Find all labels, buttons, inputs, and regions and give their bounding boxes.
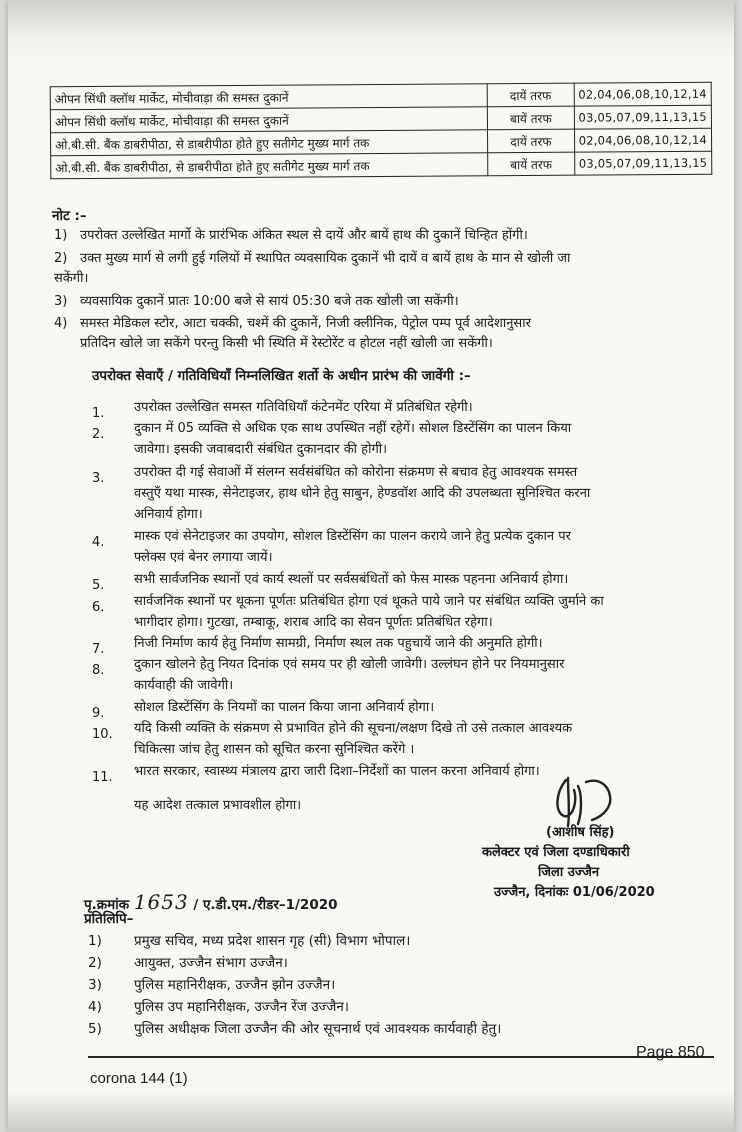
- note-text: सकेंगी।: [54, 271, 89, 286]
- condition-text: अनिवार्य होगा।: [134, 507, 203, 522]
- handwritten-reference-number: 1653: [133, 890, 189, 914]
- condition-text: दुकान खोलने हेतु नियत दिनांक एवं समय पर ही खोली जावेगी। उल्लंघन होने पर नियमानुसार: [134, 657, 565, 672]
- condition-number: 10.: [92, 727, 113, 742]
- side-cell: बायें तरफ: [488, 106, 575, 130]
- scan-shadow-top: [8, 0, 734, 60]
- note-number: 2): [54, 251, 68, 266]
- note-text: उक्त मुख्य मार्ग से लगी हुई गलियों में स्थापित व्यवसायिक दुकानें भी दायें व बायें हाथ के मान से खोली जा: [80, 251, 571, 266]
- dates-cell: 02,04,06,08,10,12,14: [574, 128, 712, 152]
- note-text: प्रतिदिन खोले जा सकेंगे परन्तु किसी भी स्थिति में रेस्टोरेंट व होटल नहीं खोली जा सकेंगी।: [80, 336, 493, 351]
- signatory-district: जिला उज्जैन: [538, 865, 600, 880]
- side-cell: दायें तरफ: [488, 129, 575, 153]
- footer-filename: corona 144 (1): [90, 1070, 188, 1087]
- condition-number: 1.: [92, 406, 105, 421]
- condition-text: उपरोक्त दी गई सेवाओं में संलग्न सर्वसंबंधित को कोरोना संक्रमण से बचाव हेतु आवश्यक समस्त: [134, 465, 578, 480]
- condition-text: उपरोक्त उल्लेखित समस्त गतिविधियाँ कंटेनमेंट एरिया में प्रतिबंधित रहेगी।: [134, 400, 473, 415]
- reference-prefix: पृ.क्रमांक: [84, 897, 130, 913]
- condition-text: चिकित्सा जांच हेतु शासन को सूचित करना सुनिश्चित करेंगे ।: [134, 742, 415, 757]
- copy-number: 5): [88, 1021, 102, 1037]
- side-cell: दायें तरफ: [487, 83, 574, 107]
- condition-text: सभी सार्वजनिक स्थानों एवं कार्य स्थलों पर सर्वसबंधितों को फेस मास्क पहनना अनिवार्य होगा।: [134, 572, 569, 587]
- condition-text: सार्वजनिक स्थानों पर थूकना पूर्णतः प्रतिबंधित होगा एवं थूकते पाये जाने पर संबंधित व्यक्ति जुर्माने का: [134, 594, 604, 609]
- place-date: उज्जैन, दिनांकः 01/06/2020: [494, 885, 655, 900]
- note-number: 4): [54, 316, 68, 331]
- dates-cell: 03,05,07,09,11,13,15: [574, 105, 712, 129]
- route-cell: ओपन सिंधी क्लॉथ मार्केट, मोचीवाड़ा की समस्त दुकानें: [50, 107, 487, 133]
- page-number: Page 850: [636, 1044, 705, 1061]
- side-cell: बायें तरफ: [488, 152, 575, 176]
- condition-number: 8.: [92, 663, 105, 678]
- copy-text: आयुक्त, उज्जैन संभाग उज्जैन।: [134, 955, 288, 971]
- condition-text: फ्लेक्स एवं बेनर लगाया जायें।: [134, 550, 273, 565]
- copy-number: 4): [88, 999, 102, 1015]
- condition-number: 2.: [92, 427, 105, 442]
- copy-number: 2): [88, 955, 102, 971]
- note-text: समस्त मेडिकल स्टोर, आटा चक्की, चश्में की दुकानें, निजी क्लीनिक, पेट्रोल पम्प पूर्व आदेशानुसार: [80, 316, 531, 331]
- condition-number: 6.: [92, 600, 105, 615]
- footer-divider: [88, 1056, 714, 1058]
- condition-number: 4.: [92, 535, 105, 550]
- note-text: उपरोक्त उल्लेखित मार्गो के प्रारंभिक अंकित स्थल से दायें और बायें हाथ की दुकानें चिन्हित होंगी।: [80, 228, 528, 243]
- condition-number: 9.: [92, 706, 105, 721]
- copy-text: पुलिस उप महानिरीक्षक, उज्जैन रेंज उज्जैन।: [134, 999, 349, 1015]
- condition-text: दुकान में 05 व्यक्ति से अधिक एक साथ उपस्थित नहीं रहेगें। सोशल डिस्टेंसिंग का पालन किया: [134, 421, 572, 436]
- route-cell: ओ.बी.सी. बैंक डाबरीपीठा, से डाबरीपीठा होते हुए सतीगेट मुख्य मार्ग तक: [51, 130, 488, 156]
- note-heading: नोट :–: [52, 208, 87, 224]
- route-schedule-table: [50, 82, 713, 180]
- condition-text: यदि किसी व्यक्ति के संक्रमण से प्रभावित होने की सूचना/लक्षण दिखे तो उसे तत्काल आवश्यक: [134, 721, 573, 736]
- copy-text: पुलिस अधीक्षक जिला उज्जैन की ओर सूचनार्थ एवं आवश्यक कार्यवाही हेतु।: [134, 1021, 502, 1037]
- copy-text: प्रमुख सचिव, मध्य प्रदेश शासन गृह (सी) विभाग भोपाल।: [134, 933, 411, 949]
- reference-suffix: / ए.डी.एम./रीडर–1/2020: [193, 897, 338, 913]
- condition-text: वस्तुएँ यथा मास्क, सेनेटाइजर, हाथ धोने हेतु साबुन, हेण्डवॉश आदि की उपलब्धता सुनिश्चित करना: [134, 486, 591, 501]
- condition-text: भागीदार होगा। गुटखा, तम्बाकू, शराब आदि का सेवन पूर्णतः प्रतिबंधित रहेगा।: [134, 615, 493, 630]
- copies-heading: प्रतिलिपि–: [84, 911, 134, 927]
- note-number: 1): [54, 228, 68, 243]
- condition-number: 7.: [92, 642, 105, 657]
- condition-text: मास्क एवं सेनेटाइजर का उपयोग, सोशल डिस्टेंसिंग का पालन कराये जाने हेतु प्रत्येक दुकान पर: [134, 529, 571, 544]
- route-cell: ओपन सिंधी क्लॉथ मार्केट, मोचीवाड़ा की समस्त दुकानें: [50, 84, 487, 110]
- condition-text: कार्यवाही की जावेगी।: [134, 678, 234, 693]
- copy-number: 3): [88, 977, 102, 993]
- condition-text: सोशल डिस्टेंसिंग के नियमों का पालन किया जाना अनिवार्य होगा।: [134, 700, 435, 715]
- scan-shadow-bottom: [8, 1092, 734, 1132]
- route-cell: ओ.बी.सी. बैंक डाबरीपीठा, से डाबरीपीठा होते हुए सतीगेट मुख्य मार्ग तक: [51, 153, 488, 179]
- table-row: [51, 151, 712, 179]
- signatory-name: (आशीष सिंह): [546, 825, 615, 840]
- effective-note: यह आदेश तत्काल प्रभावशील होगा।: [134, 798, 302, 813]
- condition-text: जावेगा। इसकी जवाबदारी संबंधित दुकानदार की होगी।: [134, 442, 388, 457]
- copy-text: पुलिस महानिरीक्षक, उज्जैन झोन उज्जैन।: [134, 977, 336, 993]
- condition-number: 3.: [92, 471, 105, 486]
- copy-number: 1): [88, 933, 102, 949]
- dates-cell: 02,04,06,08,10,12,14: [574, 82, 712, 106]
- condition-number: 11.: [92, 770, 113, 785]
- condition-text: भारत सरकार, स्वास्थ्य मंत्रालय द्वारा जारी दिशा–निर्देशों का पालन करना अनिवार्य होगा।: [134, 764, 540, 779]
- note-text: व्यवसायिक दुकानें प्रातः 10:00 बजे से सायं 05:30 बजे तक खोली जा सकेंगी।: [80, 294, 459, 309]
- document-page: [8, 0, 734, 1132]
- signatory-designation: कलेक्टर एवं जिला दण्डाधिकारी: [482, 845, 630, 860]
- condition-text: निजी निर्माण कार्य हेतु निर्माण सामग्री, निर्माण स्थल तक पहुचायें जाने की अनुमति होगी।: [134, 636, 543, 651]
- condition-number: 5.: [92, 578, 105, 593]
- dates-cell: 03,05,07,09,11,13,15: [574, 151, 712, 175]
- note-number: 3): [54, 294, 68, 309]
- conditions-heading: उपरोक्त सेवाएँ / गतिविधियाँ निम्नलिखित शर्तो के अधीन प्रारंभ की जावेंगी :–: [92, 368, 471, 384]
